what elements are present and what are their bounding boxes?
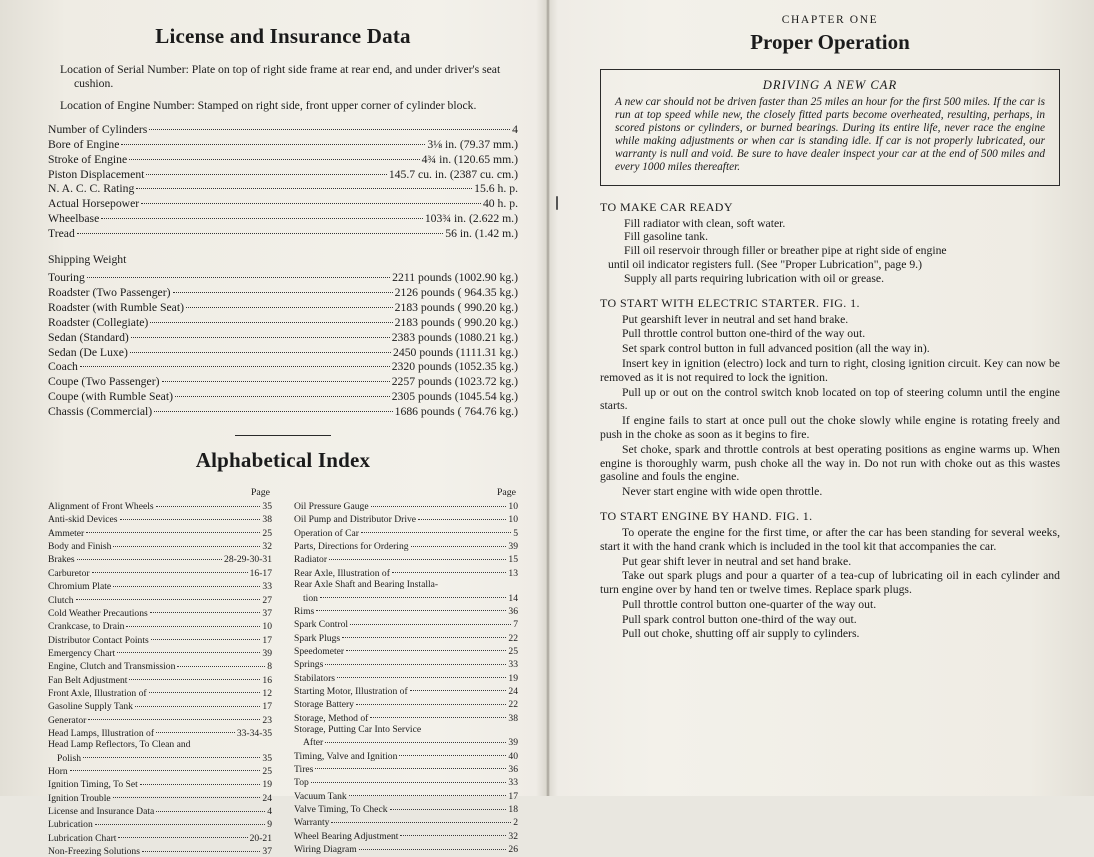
index-entry-label: Anti-skid Devices [48, 514, 118, 526]
index-entry-page: 8 [267, 661, 272, 673]
entry-label: Roadster (Collegiate) [48, 315, 149, 329]
index-entry-label: Starting Motor, Illustration of [294, 685, 408, 697]
callout-body: A new car should not be driven faster than 25 miles an hour for the first 500 miles. If the car is run at top speed while new, the closely fitted parts become overheated, resulting, perhaps, in scored pistons or cylinders, or burned bearings. During its entire life, never race the engine while making adjustments or when car is standing idle. If car is not properly lubricated, our warranty is null and void. Be sure to have dealer inspect your car at the end of 500 miles and every 1000 miles thereafter. [615, 96, 1045, 174]
instruction-paragraph: Pull spark control button one-third of the way out. [622, 612, 857, 626]
index-entry-page: 10 [508, 514, 518, 526]
instruction-line: Fill radiator with clean, soft water. [624, 216, 786, 230]
dot-leader [101, 208, 423, 219]
index-entry-label: Wiring Diagram [294, 844, 357, 856]
index-entry-label: Radiator [294, 554, 328, 566]
weight-row [48, 404, 518, 419]
index-entry-page: 37 [262, 846, 272, 857]
dot-leader [77, 223, 443, 234]
entry-value: 15.6 h. p. [474, 182, 518, 196]
index-column-left [48, 487, 272, 857]
instruction-sections [600, 200, 1060, 642]
index-entry-page: 25 [508, 645, 518, 657]
instruction-paragraph: Set choke, spark and throttle controls at best operating positions as engine warms up. When engine is thoroughly warm, push choke all the way in. Do not run with choke out as this wastes gasoline and fouls the engine. [600, 442, 1060, 484]
index-entry-label: Head Lamp Reflectors, To Clean and [48, 739, 191, 751]
index-entry-label: Spark Plugs [294, 632, 341, 644]
dot-leader [315, 759, 506, 769]
index-entry[interactable] [48, 726, 272, 739]
dot-leader [80, 356, 390, 367]
dot-leader [370, 708, 506, 718]
index-entry-label: Rear Axle, Illustration of [294, 567, 390, 579]
index-entry-page: 10 [508, 501, 518, 513]
dot-leader [130, 342, 391, 353]
index-entry-page: 33 [508, 659, 518, 671]
shipping-weight-label: Shipping Weight [48, 253, 127, 267]
entry-label: Sedan (Standard) [48, 330, 129, 344]
index-entry[interactable] [294, 842, 518, 855]
index-entry-label: Valve Timing, To Check [294, 804, 388, 815]
dot-leader [156, 802, 265, 812]
dot-leader [121, 134, 425, 145]
spec-row [48, 226, 518, 241]
index-page-header-right: Page [496, 487, 516, 499]
instruction-paragraph: Take out spark plugs and pour a quarter of a tea-cup of lubricating oil in each cylinder and turn engine over by hand ten or twelve times. Replace spark plugs. [600, 569, 1060, 597]
index-entry-page: 36 [508, 605, 518, 617]
right-page [600, 10, 1060, 790]
index-entry-page: 35 [262, 752, 272, 764]
index-entry-page: 33 [508, 777, 518, 789]
dot-leader [411, 537, 507, 547]
dot-leader [156, 723, 235, 733]
index-entry-label: Ignition Timing, To Set [48, 779, 138, 791]
section-heading: TO START ENGINE BY HAND. FIG. 1. [600, 508, 813, 523]
instruction-paragraph: Put gear shift lever in neutral and set hand brake. [622, 554, 852, 568]
dot-leader [342, 628, 506, 638]
index-entry-label: Gasoline Supply Tank [48, 701, 133, 713]
entry-value: 3⅛ in. (79.37 mm.) [427, 137, 518, 151]
margin-mark [556, 196, 558, 210]
dot-leader [141, 193, 481, 204]
dot-leader [361, 523, 511, 533]
dot-leader [399, 746, 506, 756]
entry-label: Roadster (Two Passenger) [48, 285, 171, 299]
index-entry-label: After [303, 737, 324, 749]
index-entry-page: 32 [262, 541, 272, 553]
dot-leader [325, 655, 506, 665]
entry-value: 4¾ in. (120.65 mm.) [421, 152, 518, 166]
index-entry-page: 39 [508, 737, 518, 749]
dot-leader [149, 683, 261, 693]
section-heading: TO START WITH ELECTRIC STARTER. FIG. 1. [600, 295, 860, 310]
dot-leader [151, 630, 261, 640]
index-entry-page: 35 [262, 501, 272, 513]
index-entry-label: Rims [294, 605, 315, 617]
index-entry-page: 24 [508, 685, 518, 697]
dot-leader [346, 641, 506, 651]
index-entry-label: Body and Finish [48, 541, 112, 553]
index-entry-page: 22 [508, 632, 518, 644]
entry-label: Number of Cylinders [48, 122, 148, 136]
entry-label: Roadster (with Rumble Seat) [48, 300, 185, 314]
index-entry-page: 37 [262, 607, 272, 619]
instruction-paragraph: Pull out choke, shutting off air supply to cylinders. [622, 627, 860, 641]
index-entry-label: Brakes [48, 554, 75, 566]
index-entry-label: Clutch [48, 594, 74, 606]
instruction-paragraph: Pull throttle control button one-quarter of the way out. [622, 597, 877, 611]
index-entry-label: Crankcase, to Drain [48, 621, 125, 633]
dot-leader [83, 748, 260, 758]
entry-label: Coupe (Two Passenger) [48, 375, 160, 389]
serial-number-location: Location of Serial Number: Plate on top of right side frame at rear end, and under driver's seat cushion. [60, 63, 501, 90]
dot-leader [88, 710, 260, 720]
specifications-list [48, 122, 518, 241]
instruction-line: until oil indicator registers full. (See "Proper Lubrication", page 9.) [608, 257, 922, 271]
entry-label: Tread [48, 227, 75, 241]
entry-value: 2257 pounds (1023.72 kg.) [391, 375, 518, 389]
instruction-line: Supply all parts requiring lubrication with oil or grease. [624, 271, 884, 285]
entry-value: 2183 pounds ( 990.20 kg.) [394, 300, 518, 314]
index-entry-label: tion [303, 592, 318, 604]
dot-leader [140, 775, 261, 785]
index-entry-page: 13 [508, 567, 518, 579]
entry-label: Coach [48, 360, 78, 374]
dot-leader [337, 668, 506, 678]
index-entry-page: 28-29-30-31 [224, 554, 272, 566]
dot-leader [410, 681, 507, 691]
entry-value: 40 h. p. [482, 197, 518, 211]
index-entry-page: 9 [267, 819, 272, 831]
entry-value: 4 [512, 122, 518, 136]
index-entry-label: Springs [294, 659, 324, 671]
dot-leader [418, 510, 506, 520]
index-entry-label: Storage, Putting Car Into Service [294, 723, 422, 735]
index-entry-label: Rear Axle Shaft and Bearing Installa- [294, 579, 439, 591]
index-entry-page: 19 [262, 779, 272, 791]
shipping-weight-list [48, 270, 518, 419]
index-entry-label: Timing, Valve and Ignition [294, 750, 398, 762]
entry-value: 103¾ in. (2.622 m.) [424, 212, 518, 226]
dot-leader [371, 497, 507, 507]
index-entry-page: 25 [262, 765, 272, 777]
dot-leader [146, 164, 386, 175]
index-entry-label: Tires [294, 763, 314, 775]
dot-leader [113, 788, 261, 798]
index-entry-label: Storage Battery [294, 699, 354, 711]
dot-leader [129, 149, 419, 160]
index-entry-page: 24 [262, 792, 272, 804]
chapter-label: CHAPTER ONE [781, 14, 879, 26]
entry-value: 56 in. (1.42 m.) [445, 227, 518, 241]
dot-leader [70, 761, 261, 771]
index-entry-page: 23 [262, 714, 272, 726]
index-entry-page: 2 [513, 817, 518, 829]
left-page [48, 16, 518, 857]
index-entry-label: Ignition Trouble [48, 792, 111, 804]
index-entry[interactable] [294, 711, 518, 724]
index-entry-label: Front Axle, Illustration of [48, 687, 147, 699]
dot-leader [92, 563, 248, 573]
index-entry-label: Non-Freezing Solutions [48, 846, 140, 857]
dot-leader [350, 615, 511, 625]
index-entry-label: Chromium Plate [48, 581, 112, 593]
index-entry-label: Oil Pressure Gauge [294, 501, 369, 513]
entry-value: 2450 pounds (1111.31 kg.) [393, 345, 518, 359]
instruction-paragraph: Pull throttle control button one-third of the way out. [622, 327, 866, 341]
dot-leader [113, 537, 260, 547]
index-entry-page: 25 [262, 527, 272, 539]
dot-leader [154, 401, 392, 412]
index-entry-label: Stabilators [294, 672, 336, 684]
index-entry-label: Fan Belt Adjustment [48, 674, 128, 686]
index-entry-label: Vacuum Tank [294, 790, 347, 802]
entry-label: N. A. C. C. Rating [48, 182, 135, 196]
dot-leader [325, 733, 506, 743]
index-entry-page: 26 [508, 844, 518, 856]
index-entry-label: License and Insurance Data [48, 806, 155, 817]
index-entry-label: Cold Weather Precautions [48, 607, 148, 619]
index-entry-label: Distributor Contact Points [48, 634, 149, 646]
engine-number-location: Location of Engine Number: Stamped on right side, front upper corner of cylinder block. [60, 99, 477, 113]
instruction-paragraph: Never start engine with wide open throttle. [622, 485, 823, 499]
entry-label: Actual Horsepower [48, 197, 140, 211]
index-entry-label: Oil Pump and Distributor Drive [294, 514, 417, 526]
dot-leader [316, 601, 506, 611]
index-entry-page: 33 [262, 581, 272, 593]
dot-leader [117, 643, 260, 653]
instruction-line: Fill gasoline tank. [624, 230, 709, 244]
index-entry-label: Engine, Clutch and Transmission [48, 661, 176, 673]
dot-leader [175, 386, 390, 397]
dot-leader [392, 563, 506, 573]
dot-leader [349, 786, 507, 796]
entry-label: Piston Displacement [48, 167, 145, 181]
index-entry[interactable] [48, 844, 272, 857]
instruction-paragraph: Pull up or out on the control switch knob located on top of steering column until the engine starts. [600, 385, 1060, 413]
index-entry-label: Warranty [294, 817, 330, 829]
index-entry-page: 32 [508, 830, 518, 842]
entry-label: Chassis (Commercial) [48, 405, 153, 419]
dot-leader [356, 695, 506, 705]
index-entry-page: 39 [262, 647, 272, 659]
index-entry-label: Emergency Chart [48, 647, 116, 659]
index-columns [48, 487, 518, 857]
index-entry-label: Operation of Car [294, 527, 360, 539]
index-entry-label: Top [294, 777, 309, 789]
index-entry-page: 14 [508, 592, 518, 604]
dot-leader [150, 312, 392, 323]
dot-leader [95, 815, 265, 825]
entry-label: Touring [48, 271, 85, 285]
index-column-right [294, 487, 518, 857]
dot-leader [131, 327, 390, 338]
entry-label: Stroke of Engine [48, 152, 128, 166]
page-title: License and Insurance Data [155, 24, 411, 48]
index-entry-page: 10 [262, 621, 272, 633]
page-gutter [546, 0, 550, 796]
index-entry-label: Carburetor [48, 567, 90, 579]
index-entry-page: 18 [508, 804, 518, 815]
dot-leader [86, 523, 260, 533]
dot-leader [113, 577, 260, 587]
index-entry-label: Wheel Bearing Adjustment [294, 830, 399, 842]
index-entry-page: 17 [508, 790, 518, 802]
dot-leader [162, 371, 390, 382]
entry-label: Sedan (De Luxe) [48, 345, 128, 359]
index-entry-page: 7 [513, 619, 518, 631]
index-entry-page: 17 [262, 701, 272, 713]
instruction-paragraph: Insert key in ignition (electro) lock and turn to right, closing ignition circuit. Key can now be removed as it is not required to lock the ignition. [600, 356, 1060, 384]
index-entry-page: 36 [508, 763, 518, 775]
index-entry-label: Generator [48, 714, 87, 726]
index-entry-page: 27 [262, 594, 272, 606]
dot-leader [173, 282, 393, 293]
dot-leader [331, 813, 511, 823]
index-entry-label: Head Lamps, Illustration of [48, 727, 155, 739]
instruction-paragraph: Set spark control button in full advanced position (all the way in). [622, 342, 930, 356]
driving-new-car-callout [600, 69, 1060, 186]
dot-leader [87, 267, 390, 278]
index-page-header-left: Page [250, 487, 270, 499]
dot-leader [150, 603, 261, 613]
dot-leader [320, 588, 506, 598]
dot-leader [359, 840, 507, 850]
index-entry-label: Lubrication Chart [48, 832, 117, 844]
entry-value: 145.7 cu. in. (2387 cu. cm.) [388, 167, 518, 181]
dot-leader [400, 826, 506, 836]
index-entry-label: Spark Control [294, 619, 349, 631]
dot-leader [329, 550, 506, 560]
index-entry-page: 33-34-35 [236, 727, 272, 739]
index-entry-page: 16 [262, 674, 272, 686]
index-entry[interactable] [294, 566, 518, 579]
dot-leader [129, 670, 260, 680]
entry-label: Bore of Engine [48, 137, 120, 151]
dot-leader [76, 590, 261, 600]
dot-leader [186, 297, 393, 308]
entry-value: 1686 pounds ( 764.76 kg.) [394, 405, 518, 419]
index-entry-page: 38 [262, 514, 272, 526]
index-entry-label: Speedometer [294, 645, 345, 657]
index-entry-label: Storage, Method of [294, 712, 369, 724]
index-entry-page: 20-21 [249, 832, 272, 844]
callout-title: DRIVING A NEW CAR [762, 78, 898, 92]
instruction-paragraph: If engine fails to start at once pull out the choke slowly while engine is rotating freely and push in the choke as soon as it begins to fire. [600, 414, 1060, 441]
entry-value: 2320 pounds (1052.35 kg.) [391, 360, 518, 374]
index-entry-label: Horn [48, 765, 68, 777]
index-entry-label: Parts, Directions for Ordering [294, 541, 409, 553]
dot-leader [390, 800, 507, 810]
instruction-paragraph: To operate the engine for the first time, or after the car has been standing for several weeks, start it with the hand crank which is included in the tool kit that accompanies the car. [600, 525, 1060, 553]
dot-leader [118, 828, 247, 838]
index-entry-label: Alignment of Front Wheels [48, 501, 154, 513]
entry-label: Wheelbase [48, 212, 100, 226]
entry-value: 2305 pounds (1045.54 kg.) [391, 390, 518, 404]
dot-leader [149, 119, 510, 130]
dot-leader [156, 497, 261, 507]
index-entry-label: Lubrication [48, 819, 93, 831]
index-entry-page: 19 [508, 672, 518, 684]
index-entry-page: 4 [267, 806, 272, 817]
dot-leader [126, 617, 260, 627]
index-entry-page: 17 [262, 634, 272, 646]
entry-value: 2211 pounds (1002.90 kg.) [392, 271, 518, 285]
dot-leader [77, 550, 222, 560]
index-entry-page: 22 [508, 699, 518, 711]
dot-leader [142, 842, 260, 852]
section-heading: TO MAKE CAR READY [600, 199, 733, 214]
divider-rule [235, 435, 331, 436]
entry-value: 2183 pounds ( 990.20 kg.) [394, 315, 518, 329]
dot-leader [120, 510, 261, 520]
index-entry-label: Polish [57, 752, 81, 764]
dot-leader [135, 697, 260, 707]
instruction-paragraph: Put gearshift lever in neutral and set hand brake. [622, 312, 849, 326]
index-entry-page: 16-17 [249, 567, 272, 579]
chapter-title: Proper Operation [750, 30, 910, 54]
index-entry-page: 38 [508, 712, 518, 724]
instruction-line: Fill oil reservoir through filler or breather pipe at right side of engine [624, 244, 947, 258]
index-entry-page: 15 [508, 554, 518, 566]
index-entry-page: 5 [513, 527, 518, 539]
index-entry-page: 39 [508, 541, 518, 553]
index-entry-label: Ammeter [48, 527, 85, 539]
index-entry-page: 40 [508, 750, 518, 762]
entry-label: Coupe (with Rumble Seat) [48, 390, 173, 404]
index-title: Alphabetical Index [195, 448, 371, 473]
entry-value: 2383 pounds (1080.21 kg.) [391, 330, 518, 344]
dot-leader [311, 773, 507, 783]
entry-value: 2126 pounds ( 964.35 kg.) [394, 285, 518, 299]
dot-leader [136, 178, 472, 189]
index-entry-page: 12 [262, 687, 272, 699]
dot-leader [177, 657, 265, 667]
